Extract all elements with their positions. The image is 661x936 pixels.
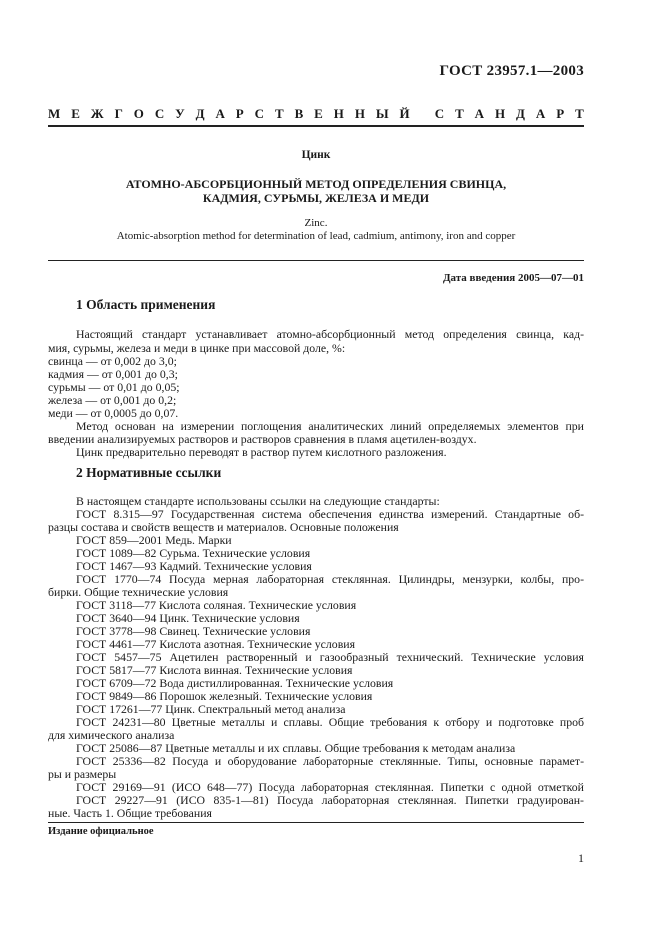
reference-line: ГОСТ 9849—86 Порошок железный. Технические условия [76, 689, 373, 703]
heading-letter: С [154, 106, 165, 121]
section-1-line: Настоящий стандарт устанавливает атомно-абсорбционный метод определения свинца, кад- [76, 327, 584, 341]
heading-letter: Ж [90, 106, 104, 121]
introduction-date: Дата введения 2005—07—01 [442, 272, 584, 284]
heading-letter: Д [516, 106, 525, 121]
reference-line: ГОСТ 29169—91 (ИСО 648—77) Посуда лабораторная стеклянная. Пипетки с одной отметкой [76, 780, 584, 794]
reference-line: ГОСТ 5457—75 Ацетилен растворенный и газообразный технический. Технические условия [76, 650, 584, 664]
reference-line: ГОСТ 1089—82 Сурьма. Технические условия [76, 546, 311, 560]
heading-letter: Й [399, 106, 410, 121]
reference-line: ГОСТ 17261—77 Цинк. Спектральный метод анализа [76, 702, 346, 716]
section-1-line: железа — от 0,001 до 0,2; [48, 393, 177, 407]
header-rule [48, 125, 584, 127]
heading-letter: Н [494, 106, 506, 121]
heading-letter: Т [575, 106, 584, 121]
reference-line: ГОСТ 8.315—97 Государственная система обеспечения единства измерений. Стандартные об- [76, 507, 584, 521]
main-title-line2: КАДМИЯ, СУРЬМЫ, ЖЕЛЕЗА И МЕДИ [202, 191, 430, 205]
reference-line: ры и размеры [48, 767, 117, 781]
heading-letter: Ы [375, 106, 389, 121]
reference-line: ГОСТ 859—2001 Медь. Марки [76, 533, 232, 547]
title-rule [48, 260, 584, 261]
reference-line: ГОСТ 3118—77 Кислота соляная. Технические условия [76, 598, 357, 612]
section-1-line: Метод основан на измерении поглощения аналитических линий определяемых элементов при [76, 419, 584, 433]
english-title-line2: Atomic-absorption method for determination of lead, cadmium, antimony, iron and copper [116, 230, 516, 242]
section-1-line: кадмия — от 0,001 до 0,3; [48, 367, 178, 381]
reference-line: ГОСТ 6709—72 Вода дистиллированная. Технические условия [76, 676, 394, 690]
heading-letter: Н [354, 106, 365, 121]
reference-line: ГОСТ 25086—87 Цветные металлы и их сплавы. Общие требования к методам анализа [76, 741, 516, 755]
section-1-heading: 1 Область применения [76, 297, 216, 312]
heading-letter: О [133, 106, 144, 121]
heading-letter: М [48, 106, 61, 121]
gost-code: ГОСТ 23957.1—2003 [439, 63, 584, 79]
heading-letter: С [434, 106, 445, 121]
section-1-line: свинца — от 0,002 до 3,0; [48, 354, 177, 368]
page-number: 1 [578, 851, 584, 865]
heading-letter: А [474, 106, 485, 121]
edition-label: Издание официальное [48, 826, 154, 837]
reference-line: для химического анализа [48, 728, 175, 742]
footer-rule [48, 822, 584, 823]
reference-line: ГОСТ 29227—91 (ИСО 835-1—81) Посуда лабораторная стеклянная. Пипетки градуирован- [76, 793, 584, 807]
section-1-line: сурьмы — от 0,01 до 0,05; [48, 380, 180, 394]
heading-letter: У [175, 106, 185, 121]
heading-letter: А [535, 106, 546, 121]
heading-letter: Д [195, 106, 205, 121]
heading-letter: Р [235, 106, 244, 121]
reference-line: ГОСТ 4461—77 Кислота азотная. Технические условия [76, 637, 356, 651]
heading-letter: С [254, 106, 265, 121]
section-1-line: меди — от 0,0005 до 0,07. [48, 406, 179, 420]
section-2-heading: 2 Нормативные ссылки [76, 465, 222, 480]
heading-letter: Т [455, 106, 464, 121]
section-1-line: Цинк предварительно переводят в раствор путем кислотного разложения. [76, 445, 447, 459]
reference-line: ные. Часть 1. Общие требования [48, 806, 212, 820]
heading-letter: Р [556, 106, 565, 121]
section-1-line: мия, сурьмы, железа и меди в цинке при массовой доле, %: [48, 341, 346, 355]
reference-line: ГОСТ 5817—77 Кислота винная. Технические условия [76, 663, 353, 677]
heading-letter: Е [314, 106, 323, 121]
english-title-line1: Zinc. [304, 217, 328, 229]
standard-type-heading [48, 106, 584, 122]
section-2-line: В настоящем стандарте использованы ссылки на следующие стандарты: [76, 494, 440, 508]
reference-line: бирки. Общие технические условия [48, 585, 229, 599]
reference-line: ГОСТ 1770—74 Посуда мерная лабораторная стеклянная. Цилиндры, мензурки, колбы, про- [76, 572, 584, 586]
heading-letter: Н [333, 106, 344, 121]
heading-letter: Т [274, 106, 284, 121]
reference-line: ГОСТ 3640—94 Цинк. Технические условия [76, 611, 300, 625]
reference-line: разцы состава и свойств веществ и материалов. Основные положения [48, 520, 399, 534]
reference-line: ГОСТ 25336—82 Посуда и оборудование лабораторные стеклянные. Типы, основные парамет- [76, 754, 584, 768]
reference-line: ГОСТ 1467—93 Кадмий. Технические условия [76, 559, 312, 573]
reference-line: ГОСТ 3778—98 Свинец. Технические условия [76, 624, 311, 638]
heading-letter: А [215, 106, 225, 121]
heading-letter: Е [71, 106, 80, 121]
reference-line: ГОСТ 24231—80 Цветные металлы и сплавы. Общие требования к отбору и подготовке проб [76, 715, 584, 729]
heading-letter: Г [114, 106, 123, 121]
heading-letter: В [294, 106, 304, 121]
main-title-line1: АТОМНО-АБСОРБЦИОННЫЙ МЕТОД ОПРЕДЕЛЕНИЯ СВИНЦА, [125, 177, 507, 191]
section-1-line: введении анализируемых растворов и растворов сравнения в пламя ацетилен-воздух. [48, 432, 477, 446]
subject-title: Цинк [301, 149, 331, 161]
heading-letter [421, 106, 424, 122]
